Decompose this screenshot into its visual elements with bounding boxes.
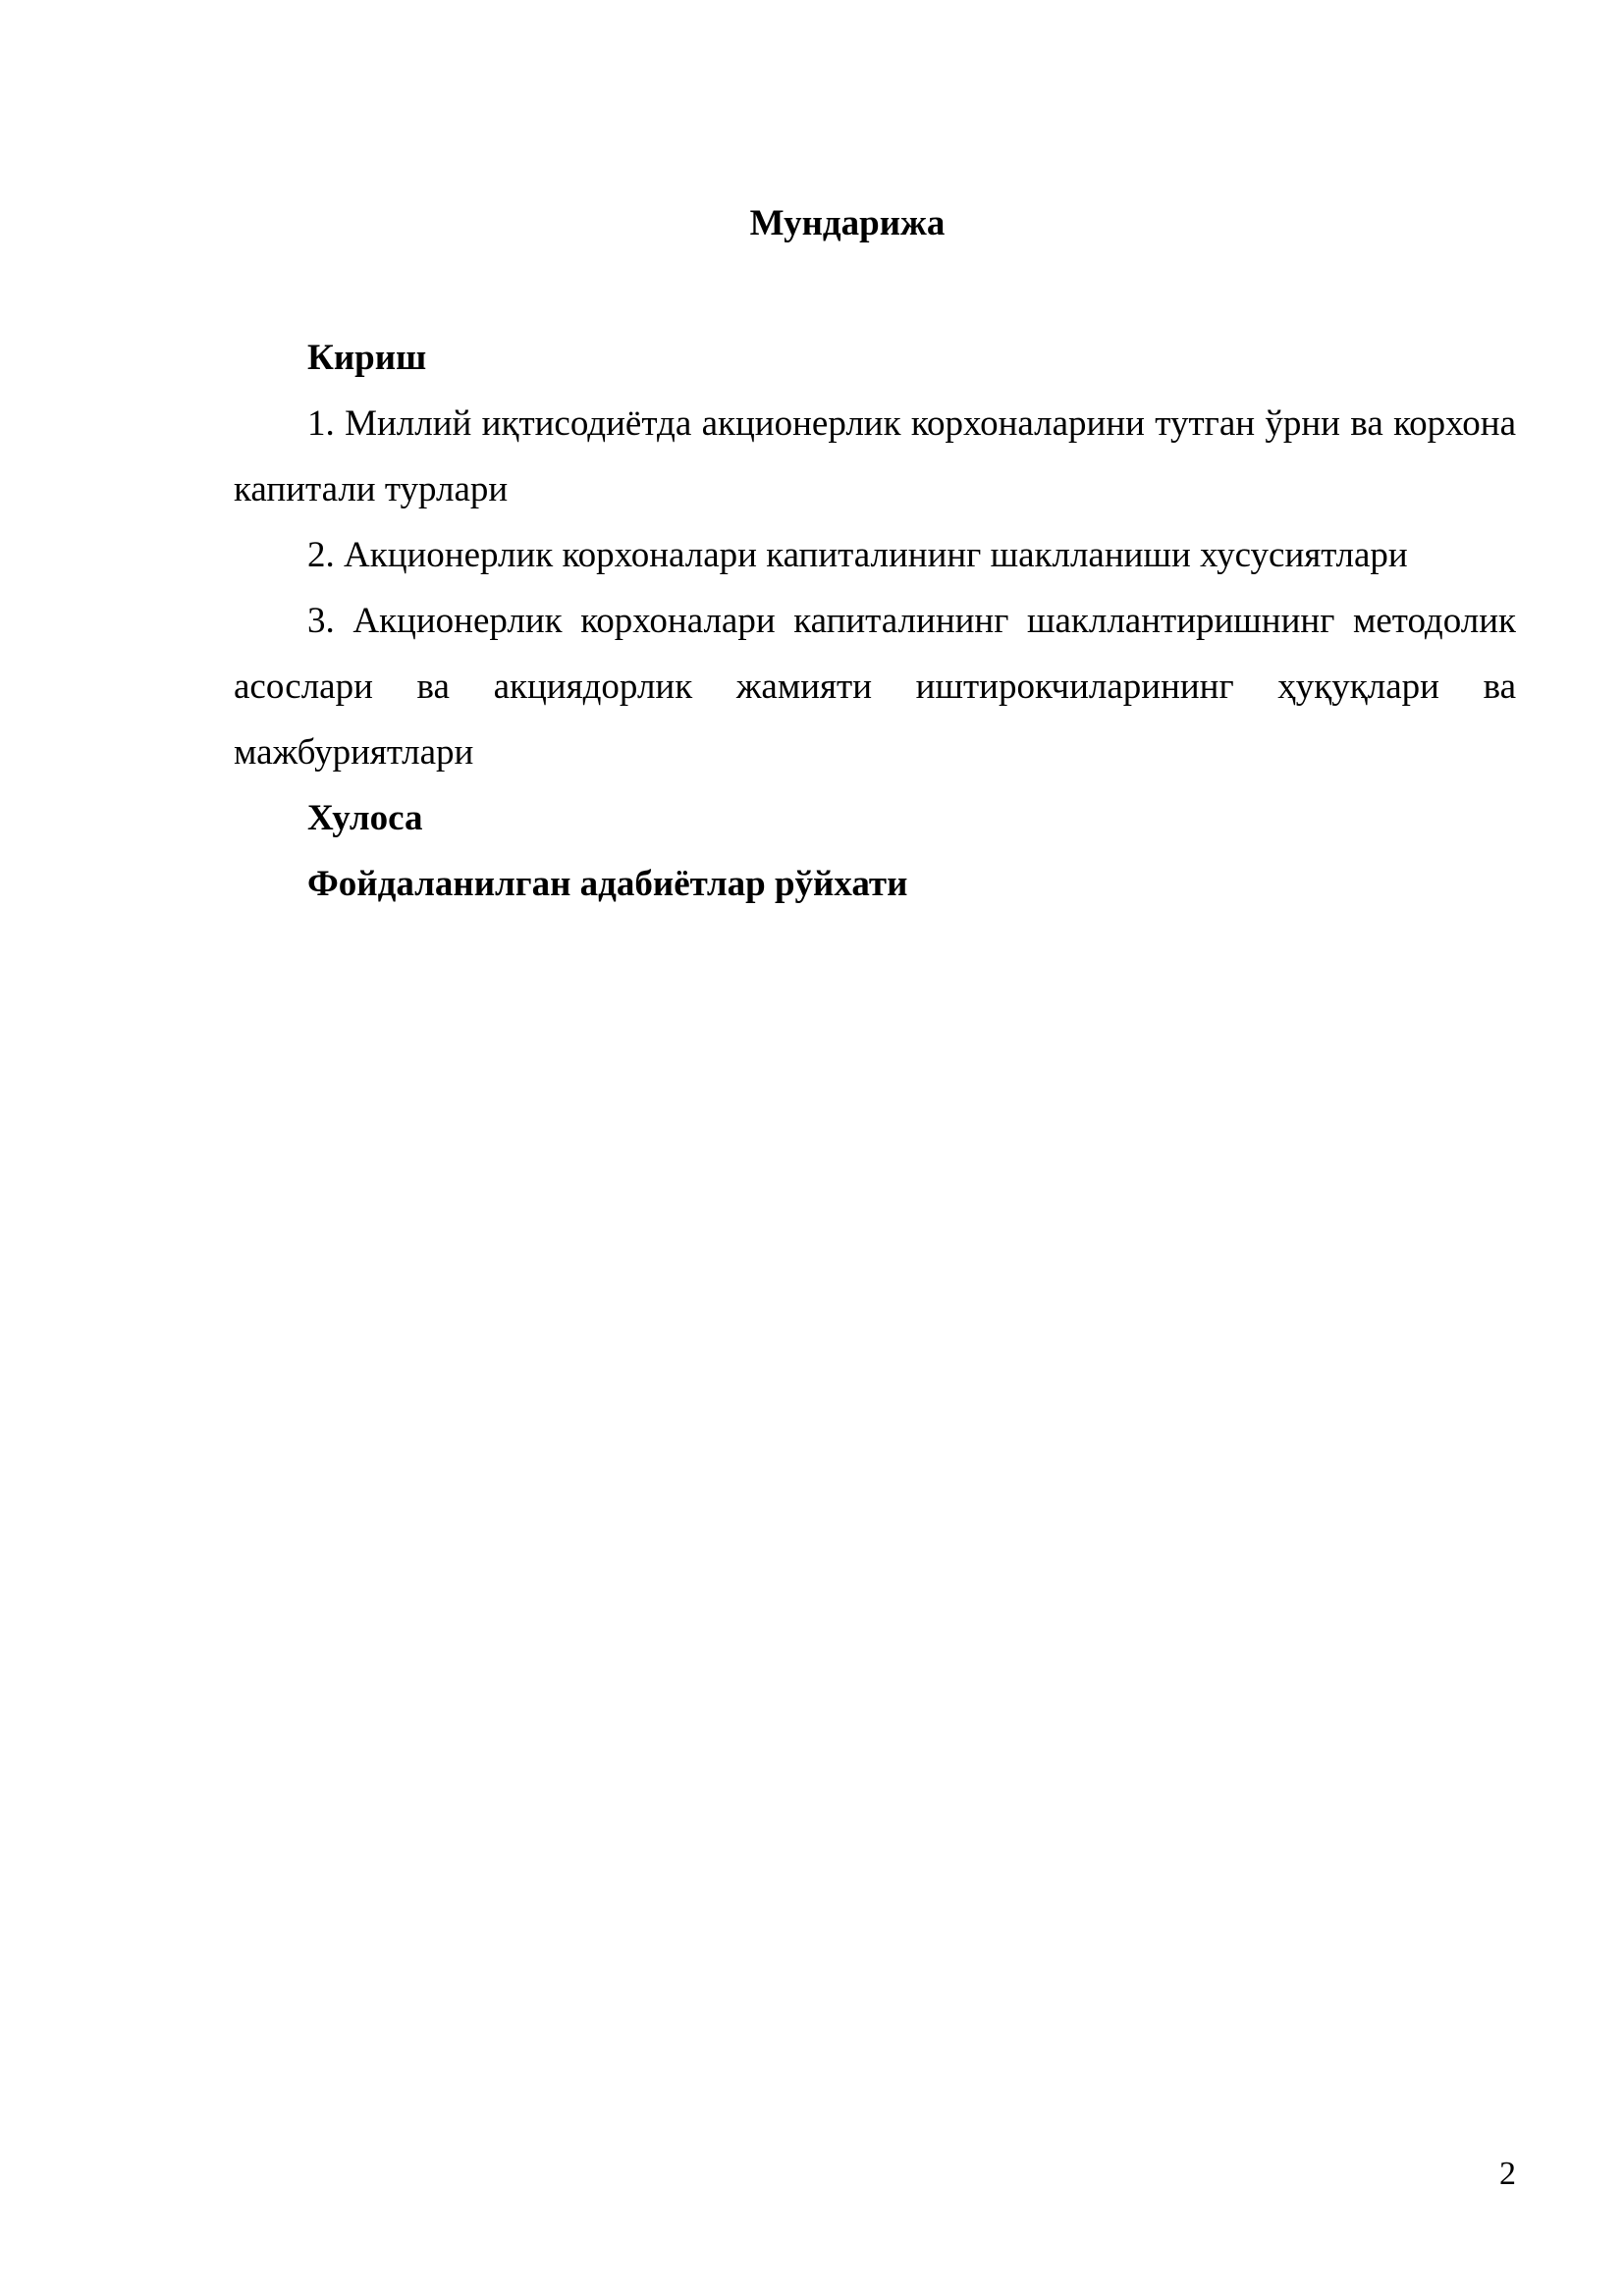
page-number: 2 bbox=[1499, 2156, 1516, 2192]
toc-item-introduction: Кириш bbox=[307, 338, 427, 378]
page-title: Мундарижа bbox=[749, 203, 946, 243]
table-of-contents bbox=[234, 325, 1516, 917]
toc-item-chapter-3: 3. Акционерлик корхоналари капиталининг шакллантиришнинг методолик асослари ва акциядорлик жамияти иштирокчиларининг ҳуқуқлари ва мажбуриятлари bbox=[234, 601, 1516, 773]
toc-item-conclusion: Хулоса bbox=[307, 798, 423, 838]
toc-item-references: Фойдаланилган адабиётлар рўйхати bbox=[307, 864, 908, 904]
toc-item-chapter-2: 2. Акционерлик корхоналари капиталининг шаклланиши хусусиятлари bbox=[307, 535, 1408, 575]
toc-item-chapter-1: 1. Миллий иқтисодиётда акционерлик корхоналарини тутган ўрни ва корхона капитали турлари bbox=[234, 403, 1516, 509]
